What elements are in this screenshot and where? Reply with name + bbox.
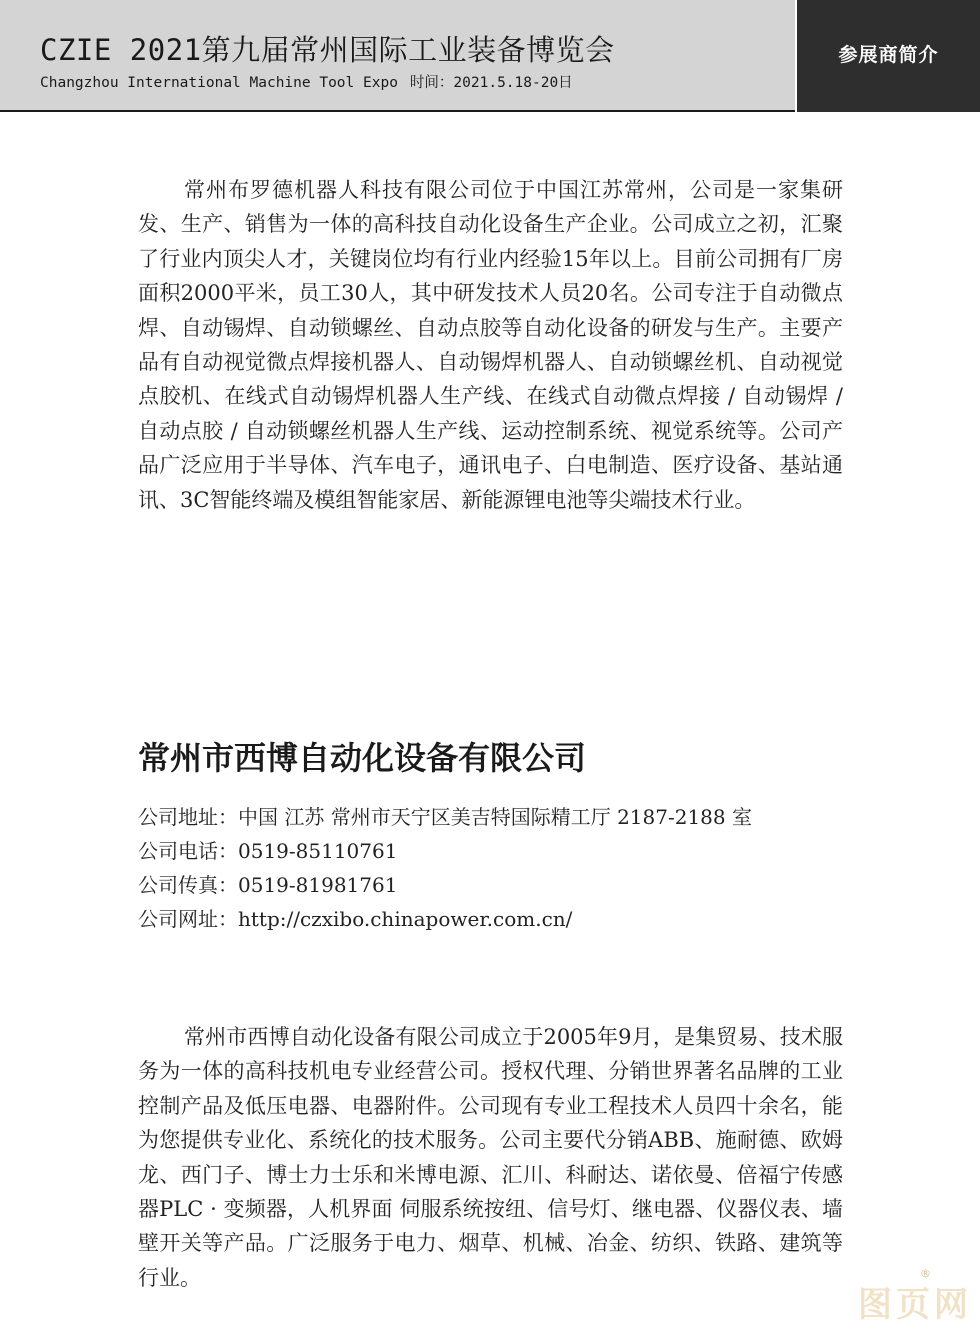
- expo-title: CZIE 2021第九届常州国际工业装备博览会: [40, 33, 615, 67]
- exhibitor1-description: 常州布罗德机器人科技有限公司位于中国江苏常州，公司是一家集研发、生产、销售为一体的高科技自动化设备生产企业。公司成立之初，汇聚了行业内顶尖人才，关键岗位均有行业内经验15年以上。目前公司拥有厂房面积2000平米，员工30人，其中研发技术人员20名。公司专注于自动微点焊、自动锡焊、自动锁螺丝、自动点胶等自动化设备的研发与生产。主要产品有自动视觉微点焊接机器人、自动锡焊机器人、自动锁螺丝机、自动视觉点胶机、在线式自动锡焊机器人生产线、在线式自动微点焊接 / 自动锡焊 / 自动点胶 / 自动锁螺丝机器人生产线、运动控制系统、视觉系统等。公司产品广泛应用于半导体、汽车电子，通讯电子、白电制造、医疗设备、基站通讯、3C智能终端及模组智能家居、新能源锂电池等尖端技术行业。: [138, 178, 843, 512]
- section-label: 参展商简介: [838, 43, 939, 66]
- expo-english-name: Changzhou International Machine Tool Expo: [40, 75, 398, 91]
- company-fax: 公司传真：0519-81981761: [138, 873, 398, 897]
- watermark-logo: 图页网: [858, 1285, 972, 1325]
- registered-mark: ®: [920, 1267, 931, 1280]
- company-website[interactable]: 公司网址：http://czxibo.chinapower.com.cn/: [138, 907, 573, 931]
- page-header: [0, 0, 980, 112]
- header-banner: [0, 0, 795, 112]
- exhibitor2-name: 常州市西博自动化设备有限公司: [138, 739, 587, 777]
- company-address: 公司地址：中国 江苏 常州市天宁区美吉特国际精工厅 2187-2188 室: [138, 805, 752, 829]
- expo-date: 时间：2021.5.18-20日: [409, 75, 573, 91]
- exhibitor2-description: 常州市西博自动化设备有限公司成立于2005年9月，是集贸易、技术服务为一体的高科技机电专业经营公司。授权代理、分销世界著名品牌的工业控制产品及低压电器、电器附件。公司现有专业工程技术人员四十余名，能为您提供专业化、系统化的技术服务。公司主要代分销ABB、施耐德、欧姆龙、西门子、博士力士乐和米博电源、汇川、科耐达、诺依曼、倍福宁传感器PLC · 变频器，人机界面 伺服系统按纽、信号灯、继电器、仪器仪表、墙壁开关等产品。广泛服务于电力、烟草、机械、冶金、纺织、铁路、建筑等行业。: [138, 1025, 843, 1290]
- exhibitor2-contact: [138, 800, 843, 936]
- expo-subtitle-line: [40, 71, 573, 92]
- section-tab: [797, 0, 980, 112]
- company-phone: 公司电话：0519-85110761: [138, 839, 398, 863]
